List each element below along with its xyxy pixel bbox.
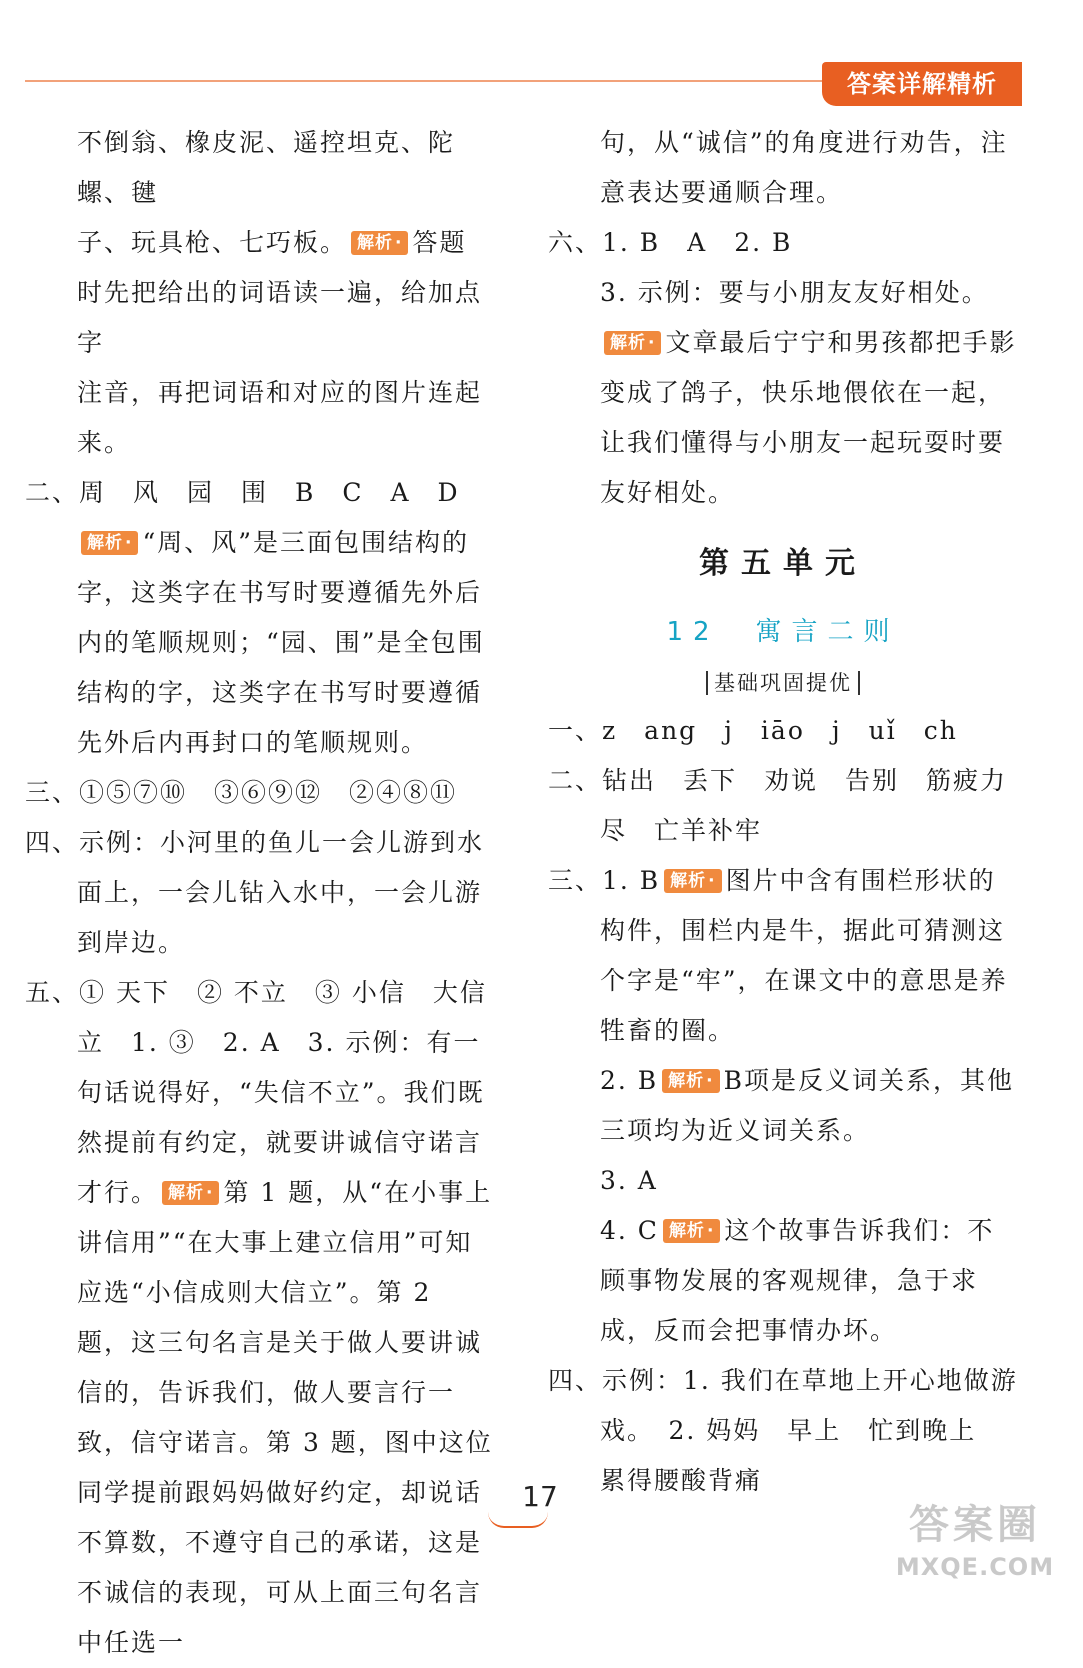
page-number: 17 bbox=[522, 1480, 558, 1513]
para-line: 子、玩具枪、七巧板。 解析 · 答题 bbox=[25, 218, 495, 268]
lesson-title: 12 寓言二则 bbox=[666, 617, 900, 647]
answer-san: 三、①⑤⑦⑩ ③⑥⑨⑫ ②④⑧⑪ bbox=[25, 778, 458, 807]
answer-er: 二、周 风 园 围 B C A D bbox=[25, 478, 460, 507]
page-number-arc bbox=[488, 1512, 548, 1528]
answer-tag: 答案详解精析 bbox=[822, 62, 1022, 106]
answer-si: 四、示例：1. 我们在草地上开心地做游戏。 2. 妈妈 早上 忙到晚上 累得腰酸背痛 bbox=[548, 1366, 1018, 1495]
para-line: 时先把给出的词语读一遍，给加点字 bbox=[77, 278, 483, 357]
answer-yi: 一、z ang j iāo j uǐ ch bbox=[548, 716, 958, 745]
answer-san-3: 3. A bbox=[600, 1166, 658, 1195]
para-line: 注音，再把词语和对应的图片连起来。 bbox=[77, 378, 483, 457]
right-column bbox=[548, 118, 1018, 1506]
watermark: 答案圈 MXQE.COM bbox=[895, 1502, 1055, 1581]
explanation: 解析 · “周、风”是三面包围结构的字，这类字在书写时要遵循先外后内的笔顺规则；“园、围”是全包围结构的字，这类字在书写时要遵循先外后内再封口的笔顺规则。 bbox=[25, 518, 495, 768]
jiexi-badge: 解析 · bbox=[81, 531, 138, 555]
jiexi-badge: 解析 · bbox=[162, 1181, 219, 1205]
answer-si: 四、示例：小河里的鱼儿一会儿游到水面上，一会儿钻入水中，一会儿游到岸边。 bbox=[25, 828, 485, 957]
answer-san-4: 4. C 解析 · 这个故事告诉我们：不顾事物发展的客观规律，急于求成，反而会把事情办坏。 bbox=[548, 1206, 1018, 1356]
jiexi-badge: 解析 · bbox=[663, 1219, 720, 1243]
answer-continuation: 句，从“诚信”的角度进行劝告，注意表达要通顺合理。 bbox=[600, 128, 1008, 207]
jiexi-badge: 解析 · bbox=[604, 331, 661, 355]
para-line: 不倒翁、橡皮泥、遥控坦克、陀螺、毽 bbox=[77, 128, 456, 207]
unit-title: 第五单元 bbox=[699, 546, 867, 581]
section-label: 基础巩固提优 bbox=[548, 660, 1018, 706]
answer-liu: 六、1. B A 2. B bbox=[548, 228, 793, 257]
answer-san-1: 三、1. B 解析 · 图片中含有围栏形状的构件，围栏内是牛，据此可猜测这个字是“牢”，在课文中的意思是养牲畜的圈。 bbox=[548, 856, 1018, 1056]
answer-er: 二、钻出 丢下 劝说 告别 筋疲力尽 亡羊补牢 bbox=[548, 766, 1008, 845]
jiexi-badge: 解析 · bbox=[351, 231, 408, 255]
answer-san-2: 2. B 解析 · B项是反义词关系，其他三项均为近义词关系。 bbox=[548, 1056, 1018, 1156]
explanation: 解析 · 文章最后宁宁和男孩都把手影变成了鸽子，快乐地偎依在一起，让我们懂得与小朋友一起玩耍时要友好相处。 bbox=[548, 318, 1018, 518]
header-rule bbox=[25, 80, 825, 82]
answer-liu-3: 3. 示例：要与小朋友友好相处。 bbox=[600, 278, 989, 307]
jiexi-badge: 解析 · bbox=[662, 1069, 719, 1093]
answer-wu: 五、① 天下 ② 不立 ③ 小信 大信立 1. ③ 2. A 3. 示例：有一句话说得好，“失信不立”。我们既然提前有约定，就要讲诚信守诺言才行。 解析 · 第 1 题，从“在小事上讲信用”“在大事上建立信用”可知应选“小信成则大信立”。第 2 题，这三句名言是关于做人要讲诚信的，告诉我们，做人要言行一致，信守诺言。第 3 题，图中这位同学提前跟妈妈做好约定，却说话不算数，不遵守自己的承诺，这是不诚信的表现，可从上面三句名言中任选一 bbox=[25, 968, 495, 1668]
jiexi-badge: 解析 · bbox=[664, 869, 721, 893]
left-column bbox=[25, 118, 495, 1668]
